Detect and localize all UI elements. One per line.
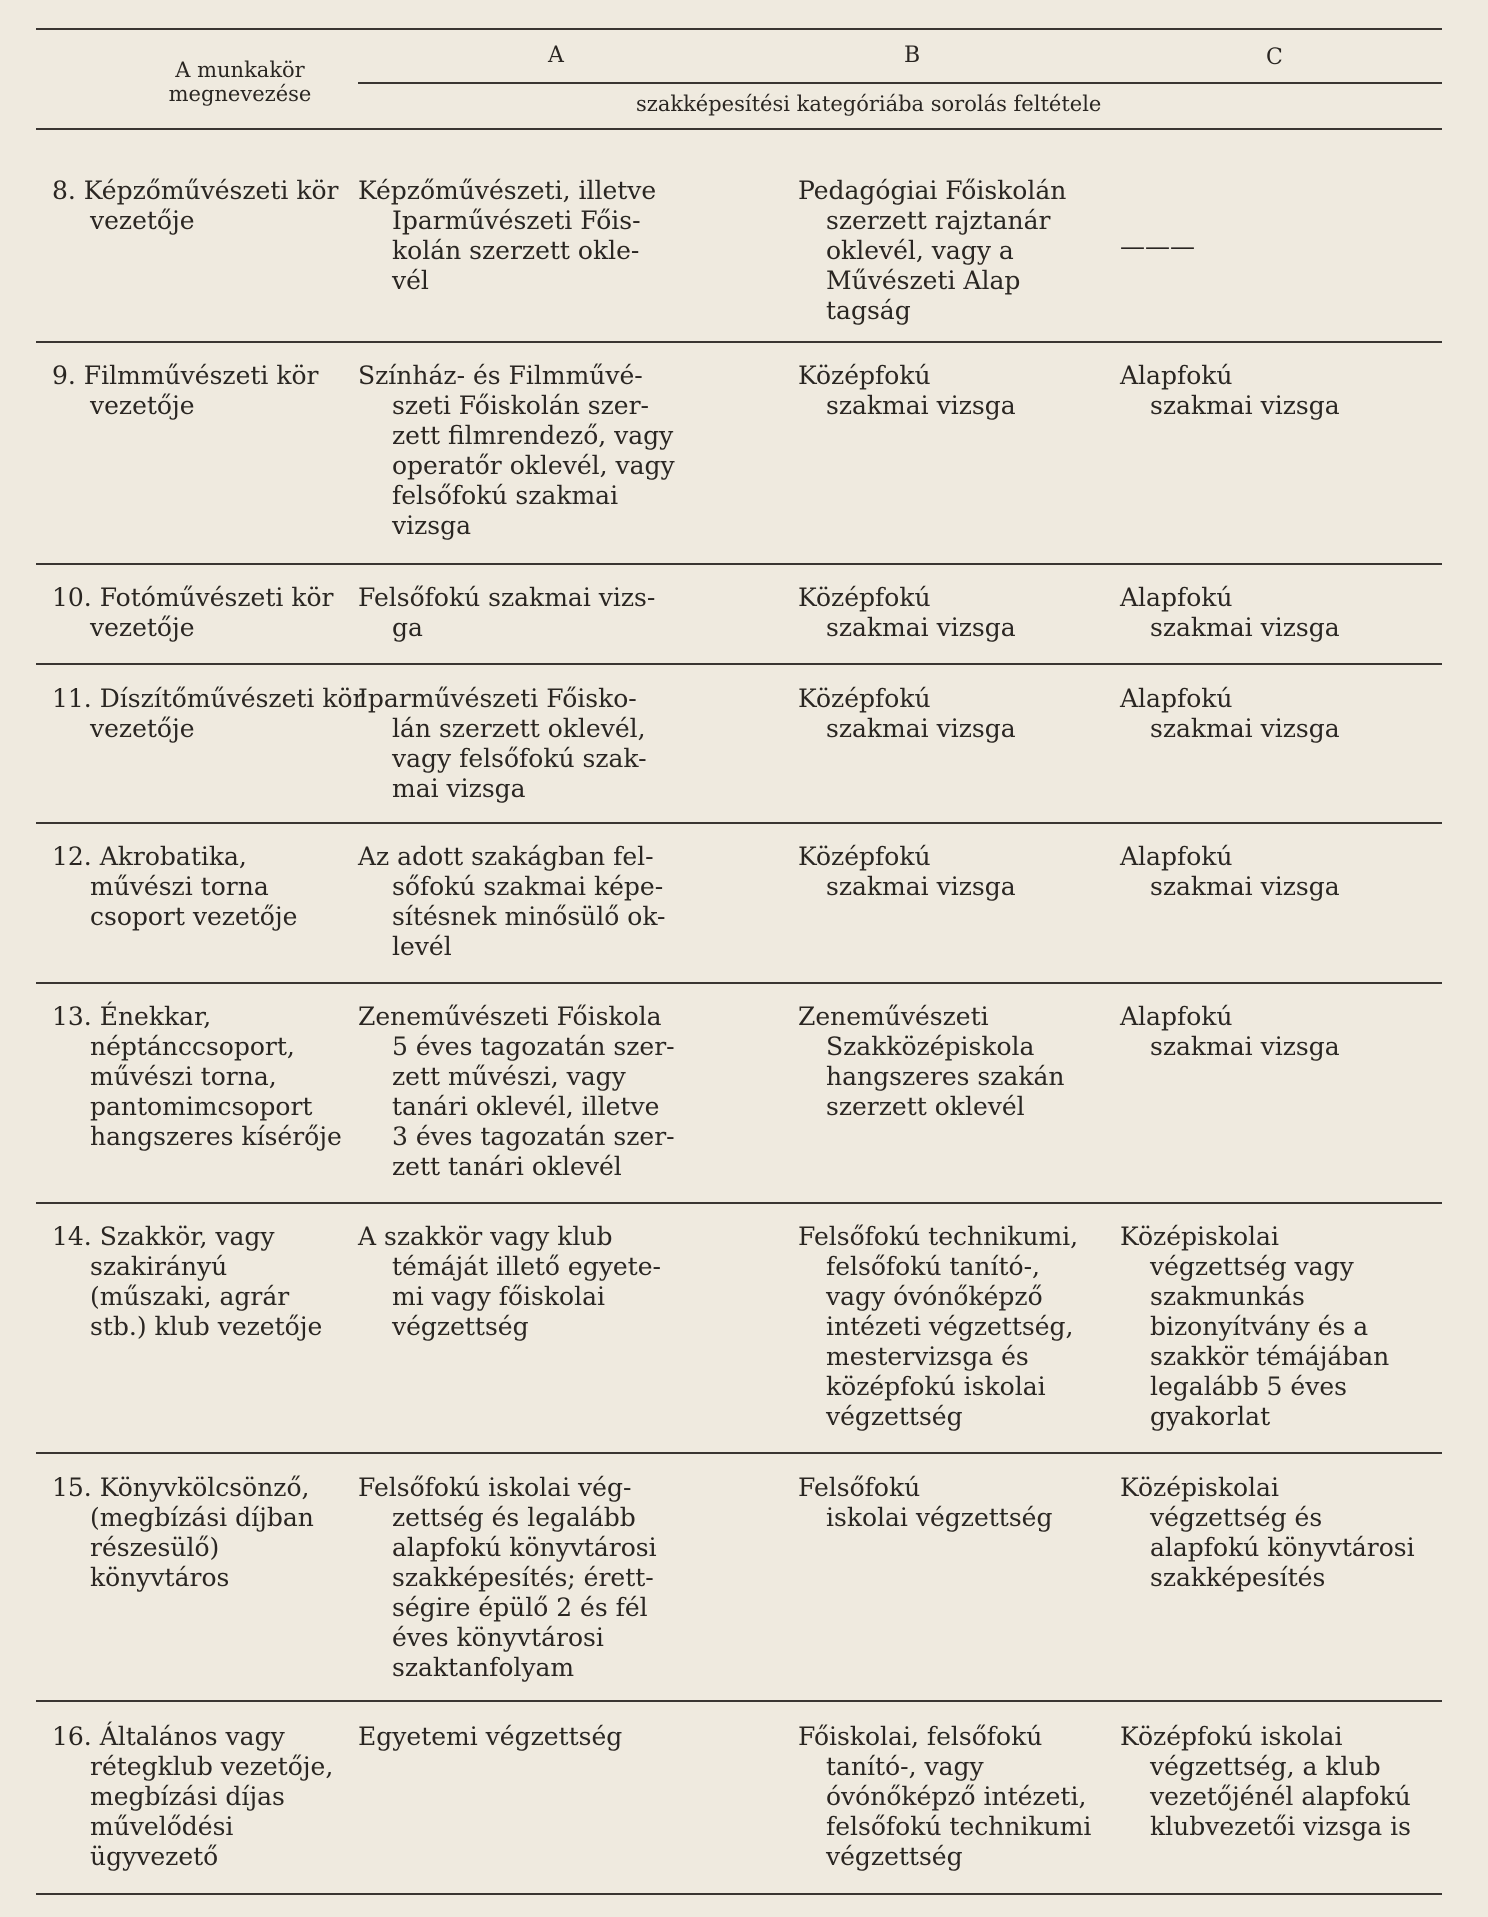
col-c-empty-dash: ———: [1120, 232, 1195, 261]
col-b-line: Szakközépiskola: [826, 1032, 1035, 1061]
header-top-rule: [36, 28, 1442, 30]
col-a-line: szeti Főiskolán szer-: [392, 391, 649, 420]
col-b-line: Középfokú: [798, 684, 931, 713]
row-name-line: (műszaki, agrár: [90, 1282, 290, 1311]
col-b-line: oklevél, vagy a: [826, 236, 1014, 265]
col-b-line: intézeti végzettség,: [826, 1312, 1074, 1341]
col-c-line: legalább 5 éves: [1150, 1372, 1347, 1401]
col-b-line: tanító-, vagy: [826, 1752, 984, 1781]
col-a-line: sítésnek minősülő ok-: [392, 902, 666, 931]
col-b-line: végzettség: [826, 1402, 963, 1431]
col-b-line: szakmai vizsga: [826, 714, 1016, 743]
col-a-line: vél: [392, 266, 429, 295]
col-c-line: szakkör témájában: [1150, 1342, 1390, 1371]
col-b-line: szerzett rajztanár: [826, 206, 1051, 235]
col-b-line: Középfokú: [798, 361, 931, 390]
col-b-line: vagy óvónőképző: [826, 1282, 1043, 1311]
row-name-line: művészi torna,: [90, 1062, 277, 1091]
row-name-line: megbízási díjas: [90, 1782, 285, 1811]
col-a-line: operatőr oklevél, vagy: [392, 451, 675, 480]
col-b-line: szakmai vizsga: [826, 872, 1016, 901]
row-name-line: 9. Filmművészeti kör: [52, 361, 319, 390]
row-separator: [36, 663, 1442, 665]
col-a-line: vizsga: [392, 511, 472, 540]
row-separator: [36, 822, 1442, 824]
header-name-line: A munkakör: [175, 58, 305, 82]
col-a-line: mi vagy főiskolai: [392, 1282, 605, 1311]
row-name-line: részesülő): [90, 1533, 220, 1562]
row-separator: [36, 982, 1442, 984]
col-b-line: iskolai végzettség: [826, 1503, 1053, 1532]
col-a-line: végzettség: [392, 1312, 529, 1341]
row-separator: [36, 1893, 1442, 1895]
col-b-line: Művészeti Alap: [826, 266, 1021, 295]
row-name-line: rétegklub vezetője,: [90, 1752, 334, 1781]
row-name-line: ügyvezető: [90, 1842, 219, 1871]
col-a-line: 3 éves tagozatán szer-: [392, 1122, 675, 1151]
col-a-line: A szakkör vagy klub: [358, 1222, 613, 1251]
row-name-line: szakirányú: [90, 1252, 228, 1281]
header-col-a: A: [548, 43, 564, 68]
col-c-line: végzettség és: [1150, 1503, 1323, 1532]
row-separator: [36, 341, 1442, 343]
header-col-c: C: [1266, 45, 1283, 70]
row-name-line: csoport vezetője: [90, 902, 298, 931]
col-b-line: Zeneművészeti: [798, 1002, 989, 1031]
col-c-line: Középiskolai: [1120, 1222, 1279, 1251]
col-b-line: felsőfokú tanító-,: [826, 1252, 1040, 1281]
col-a-line: szakképesítés; érett-: [392, 1563, 654, 1592]
col-a-line: Színház- és Filmművé-: [358, 361, 643, 390]
col-a-line: alapfokú könyvtárosi: [392, 1533, 657, 1562]
row-name-line: hangszeres kísérője: [90, 1122, 342, 1151]
col-a-line: zett művészi, vagy: [392, 1062, 626, 1091]
col-c-line: végzettség, a klub: [1150, 1752, 1381, 1781]
row-name-line: könyvtáros: [90, 1563, 230, 1592]
row-name-line: művészi torna: [90, 872, 269, 901]
col-b-line: Középfokú: [798, 842, 931, 871]
col-b-line: mestervizsga és: [826, 1342, 1029, 1371]
col-a-line: vagy felsőfokú szak-: [392, 744, 647, 773]
col-a-line: felsőfokú szakmai: [392, 481, 619, 510]
row-separator: [36, 1202, 1442, 1204]
col-c-line: Középiskolai: [1120, 1473, 1279, 1502]
col-a-line: Képzőművészeti, illetve: [358, 176, 657, 205]
col-b-line: szakmai vizsga: [826, 613, 1016, 642]
col-b-line: tagság: [826, 296, 911, 325]
col-c-line: szakmai vizsga: [1150, 613, 1340, 642]
col-a-line: mai vizsga: [392, 774, 526, 803]
col-b-line: Főiskolai, felsőfokú: [798, 1722, 1043, 1751]
header-subheader: szakképesítési kategóriába sorolás feltétele: [636, 92, 1102, 116]
row-name-line: (megbízási díjban: [90, 1503, 314, 1532]
col-a-line: éves könyvtárosi: [392, 1623, 604, 1652]
row-name-line: művelődési: [90, 1812, 234, 1841]
col-b-line: felsőfokú technikumi: [826, 1812, 1092, 1841]
row-name-line: 8. Képzőművészeti kör: [52, 176, 339, 205]
col-b-line: szakmai vizsga: [826, 391, 1016, 420]
col-c-line: gyakorlat: [1150, 1402, 1271, 1431]
row-separator: [36, 1700, 1442, 1702]
col-b-line: szerzett oklevél: [826, 1092, 1025, 1121]
col-c-line: Középfokú iskolai: [1120, 1722, 1343, 1751]
row-separator: [36, 563, 1442, 565]
col-a-line: sőfokú szakmai képe-: [392, 872, 664, 901]
col-b-line: Felsőfokú: [798, 1473, 921, 1502]
row-name-line: néptánccsoport,: [90, 1032, 295, 1061]
col-b-line: középfokú iskolai: [826, 1372, 1046, 1401]
col-c-line: Alapfokú: [1120, 842, 1233, 871]
col-a-line: 5 éves tagozatán szer-: [392, 1032, 675, 1061]
col-a-line: Zeneművészeti Főiskola: [358, 1002, 662, 1031]
header-name-col: [160, 58, 320, 106]
col-c-line: szakmunkás: [1150, 1282, 1305, 1311]
col-c-line: szakmai vizsga: [1150, 1032, 1340, 1061]
col-a-line: zett tanári oklevél: [392, 1152, 622, 1181]
row-name-line: 11. Díszítőművészeti kör: [52, 684, 365, 713]
col-a-line: Az adott szakágban fel-: [358, 842, 654, 871]
col-b-line: Pedagógiai Főiskolán: [798, 176, 1067, 205]
row-name-line: 10. Fotóművészeti kör: [52, 583, 334, 612]
col-c-line: végzettség vagy: [1150, 1252, 1354, 1281]
header-mid-rule: [358, 82, 1442, 84]
row-name-line: vezetője: [90, 391, 195, 420]
col-c-line: vezetőjénél alapfokú: [1150, 1782, 1411, 1811]
col-c-line: Alapfokú: [1120, 583, 1233, 612]
col-b-line: végzettség: [826, 1842, 963, 1871]
col-a-line: Felsőfokú iskolai vég-: [358, 1473, 632, 1502]
row-name-line: 14. Szakkör, vagy: [52, 1222, 275, 1251]
row-name-line: 15. Könyvkölcsönző,: [52, 1473, 310, 1502]
col-a-line: levél: [392, 932, 452, 961]
col-c-line: bizonyítvány és a: [1150, 1312, 1369, 1341]
header-col-b: B: [904, 43, 921, 68]
col-a-line: kolán szerzett okle-: [392, 236, 640, 265]
col-a-line: tanári oklevél, illetve: [392, 1092, 660, 1121]
col-a-line: zettség és legalább: [392, 1503, 636, 1532]
col-c-line: Alapfokú: [1120, 361, 1233, 390]
col-c-line: alapfokú könyvtárosi: [1150, 1533, 1415, 1562]
col-c-line: Alapfokú: [1120, 1002, 1233, 1031]
col-c-line: szakképesítés: [1150, 1563, 1326, 1592]
col-a-line: szaktanfolyam: [392, 1653, 575, 1682]
col-a-line: Felsőfokú szakmai vizs-: [358, 583, 656, 612]
col-c-line: Alapfokú: [1120, 684, 1233, 713]
col-c-line: klubvezetői vizsga is: [1150, 1812, 1411, 1841]
col-b-line: Középfokú: [798, 583, 931, 612]
header-name-line: megnevezése: [168, 82, 312, 106]
row-name-line: 16. Általános vagy: [52, 1722, 285, 1751]
row-name-line: vezetője: [90, 206, 195, 235]
col-b-line: óvónőképző intézeti,: [826, 1782, 1087, 1811]
col-b-line: hangszeres szakán: [826, 1062, 1065, 1091]
col-a-line: Iparművészeti Főisko-: [358, 684, 637, 713]
row-name-line: vezetője: [90, 613, 195, 642]
header-bottom-rule: [36, 128, 1442, 130]
col-a-line: ga: [392, 613, 423, 642]
col-a-line: Iparművészeti Főis-: [392, 206, 641, 235]
col-c-line: szakmai vizsga: [1150, 714, 1340, 743]
col-c-line: szakmai vizsga: [1150, 391, 1340, 420]
row-name-line: 12. Akrobatika,: [52, 842, 247, 871]
col-a-line: lán szerzett oklevél,: [392, 714, 646, 743]
col-a-line: zett filmrendező, vagy: [392, 421, 674, 450]
col-a-line: Egyetemi végzettség: [358, 1722, 623, 1751]
row-name-line: stb.) klub vezetője: [90, 1312, 323, 1341]
row-separator: [36, 1452, 1442, 1454]
col-a-line: témáját illető egyete-: [392, 1252, 661, 1281]
col-a-line: ségire épülő 2 és fél: [392, 1593, 648, 1622]
row-name-line: vezetője: [90, 714, 195, 743]
col-c-line: szakmai vizsga: [1150, 872, 1340, 901]
row-name-line: 13. Énekkar,: [52, 1002, 212, 1031]
col-b-line: Felsőfokú technikumi,: [798, 1222, 1079, 1251]
row-name-line: pantomimcsoport: [90, 1092, 313, 1121]
